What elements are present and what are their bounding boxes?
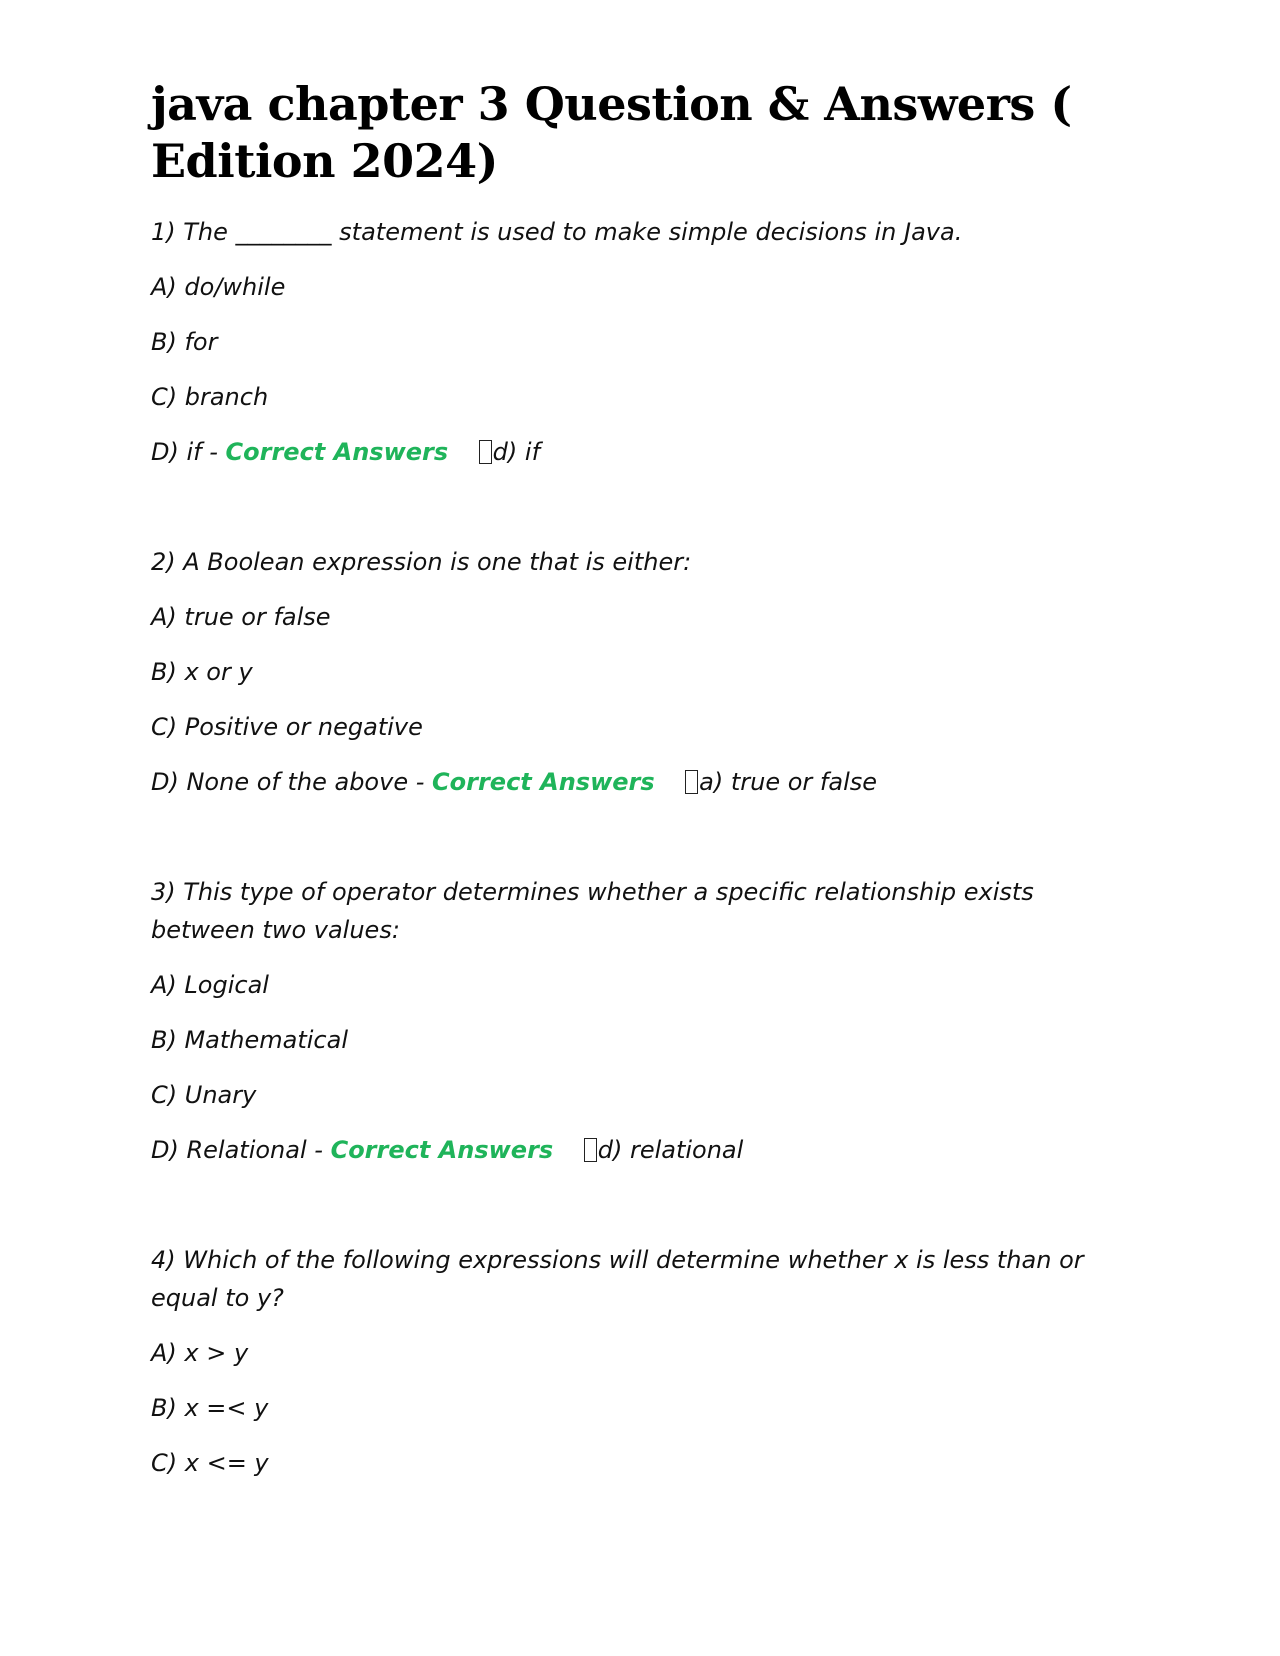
question-block	[151, 543, 1131, 801]
option-a: A) Logical	[151, 971, 269, 999]
option-b: B) Mathematical	[151, 1026, 348, 1054]
option-d-with-answer	[151, 1131, 1131, 1169]
spacer	[151, 488, 1131, 543]
option-c: C) branch	[151, 383, 269, 411]
answer-text: d) if	[492, 438, 541, 466]
checkbox-icon	[685, 770, 698, 794]
correct-answers-label: Correct Answers	[225, 438, 449, 466]
checkbox-icon	[584, 1138, 597, 1162]
document-page	[151, 76, 1131, 1499]
option-a: A) true or false	[151, 603, 331, 631]
answer-text: d) relational	[597, 1136, 744, 1164]
question-text: 3) This type of operator determines whether a specific relationship exists between two values:	[151, 878, 1042, 944]
option-c: C) Positive or negative	[151, 713, 423, 741]
option-d-with-answer	[151, 763, 1131, 801]
question-text: 1) The ________ statement is used to make simple decisions in Java.	[151, 218, 963, 246]
option-a: A) x > y	[151, 1339, 249, 1367]
option-b: B) for	[151, 328, 218, 356]
correct-answers-label: Correct Answers	[432, 768, 655, 796]
page-title: java chapter 3 Question & Answers ( Edition 2024)	[151, 77, 1072, 188]
answer-text: a) true or false	[699, 768, 878, 796]
question-block	[151, 873, 1131, 1169]
question-text: 4) Which of the following expressions will determine whether x is less than or equal to y?	[151, 1246, 1092, 1312]
option-a: A) do/while	[151, 273, 286, 301]
option-d: D) Relational -	[151, 1136, 323, 1164]
spacer	[151, 1186, 1131, 1241]
option-d-with-answer	[151, 433, 1131, 471]
option-b: B) x or y	[151, 658, 253, 686]
option-c: C) Unary	[151, 1081, 257, 1109]
option-c: C) x <= y	[151, 1449, 269, 1477]
question-block	[151, 1241, 1131, 1482]
checkbox-icon	[479, 440, 492, 464]
question-block	[151, 213, 1131, 471]
option-b: B) x =< y	[151, 1394, 269, 1422]
spacer	[151, 818, 1131, 873]
option-d: D) if -	[151, 438, 218, 466]
question-text: 2) A Boolean expression is one that is either:	[151, 548, 692, 576]
correct-answers-label: Correct Answers	[330, 1136, 554, 1164]
option-d: D) None of the above -	[151, 768, 425, 796]
